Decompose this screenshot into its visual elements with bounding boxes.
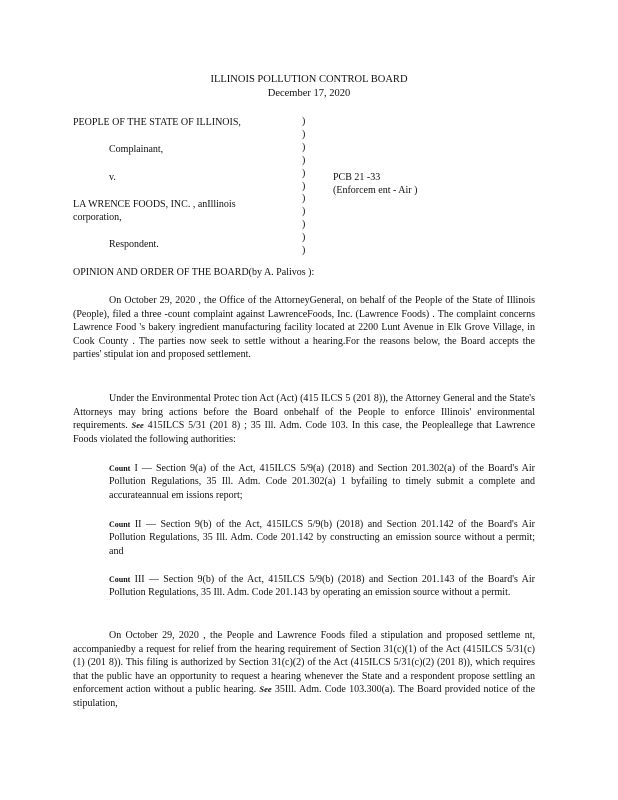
board-title: ILLINOIS POLLUTION CONTROL BOARD (210, 74, 408, 85)
count-text: III — Section 9(b) of the Act, 415ILCS 5/9(b) (2018) and Section 201.143 of the Board's Air Pollution Regulations, 35 Ill. Adm. Code 201.143 by operating an emission source without a permit. (109, 574, 535, 599)
count-item (109, 518, 535, 558)
count-item (109, 462, 535, 502)
paragraph-intro (73, 294, 535, 362)
case-type: (Enforcem ent - Air ) (333, 185, 418, 196)
count-label: Count (109, 520, 131, 529)
count-item (109, 573, 535, 600)
caption-parentheses: ) ) ) ) ) ) ) ) ) ) ) (302, 116, 306, 257)
caption-versus: v. (109, 172, 116, 183)
paragraph-authority (73, 392, 535, 446)
count-text: I — Section 9(a) of the Act, 415ILCS 5/9(a) (2018) and Section 201.302(a) of the Board's Air Pollution Regulations, 35 Ill. Adm. Code 201.302(a) 1 byfailing to timely submit a complete and accurateannual em issions report; (109, 463, 535, 501)
paragraph-stipulation-text-a: On October 29, 2020 , the People and Lawrence Foods filed a stipulation and proposed settleme nt, accompaniedby a request for relief from the hearing requirement of Section 31(c)(1) of the Act (415ILCS 5/31(c)(1) (201 8)). This filing is authorized by Section 31(c)(2) of the Act (415ILCS 5/31(c)(2) (201 8)), which requires that the public have an opportunity to request a hearing whenever the State and a respondent propose settling an enforcement action without a public hearing. (73, 630, 535, 696)
count-text: II — Section 9(b) of the Act, 415ILCS 5/9(b) (2018) and Section 201.142 of the Board's Air Pollution Regulations, 35 Ill. Adm. Code 201.142 by constructing an emission source without a permit; and (109, 519, 535, 557)
paragraph-stipulation (73, 629, 535, 711)
opinion-heading: OPINION AND ORDER OF THE BOARD(by A. Palivos ): (73, 267, 315, 278)
caption-complainant: Complainant, (109, 144, 164, 155)
caption-respondent: Respondent. (109, 239, 159, 250)
paragraph-intro-text: On October 29, 2020 , the Office of the AttorneyGeneral, on behalf of the People of the State of Illinois (People), filed a three -count complaint against LawrenceFoods, Inc. (Lawrence Foods) . The complaint concerns Lawrence Food 's bakery ingredient manufacturing facility located at 2200 Lunt Avenue in Elk Grove Village, in Cook County . The parties now seek to settle without a hearing.For the reasons below, the Board accepts the parties' stipulat ion and proposed settlement. (73, 295, 535, 361)
see-signal: See (259, 684, 272, 695)
count-label: Count (109, 464, 131, 473)
case-number: PCB 21 -33 (333, 172, 381, 183)
document-date: December 17, 2020 (267, 88, 351, 99)
paragraph-authority-text-a: Under the Environmental Protec tion Act (Act) (415 ILCS 5 (201 8)), the Attorney General and the State's Attorneys may bring actions before the Board onbehalf of the People to enforce Illinois' environmental requirements. (73, 393, 535, 432)
caption-respondent-name: LA WRENCE FOODS, INC. , anIllinois (73, 199, 236, 210)
caption-respondent-type: corporation, (73, 212, 122, 223)
paragraph-stipulation-text-b: 35Ill. Adm. Code 103.300(a). The Board provided notice of the stipulation, (73, 684, 536, 709)
see-signal: See (131, 420, 144, 431)
caption-people: PEOPLE OF THE STATE OF ILLINOIS, (73, 117, 241, 128)
count-label: Count (109, 575, 131, 584)
paragraph-authority-text-b: 415ILCS 5/31 (201 8) ; 35 Ill. Adm. Code 103. In this case, the Peopleallege that Lawrence Foods violated the following authorities: (73, 420, 536, 445)
